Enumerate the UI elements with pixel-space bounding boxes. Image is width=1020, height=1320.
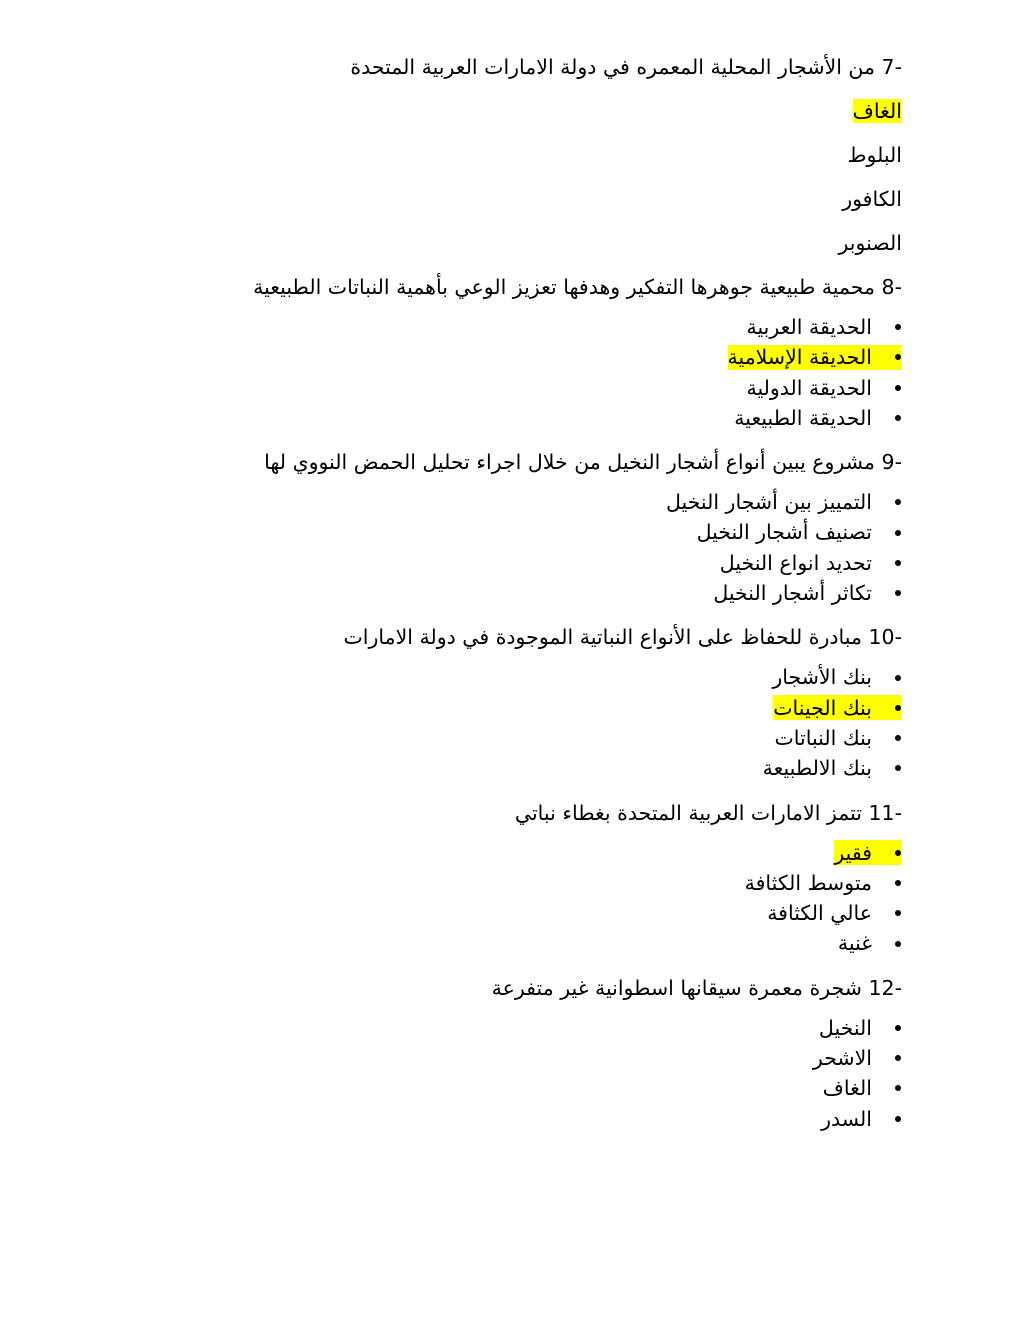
highlighted-answer-text: الغاف	[852, 99, 902, 123]
bullet-point-icon	[872, 765, 902, 771]
bullet-point-icon	[872, 560, 902, 566]
answer-text: البلوط	[847, 143, 902, 167]
answer-option	[122, 140, 902, 170]
question-10	[122, 622, 902, 652]
bullet-answer-option	[122, 373, 902, 403]
bullet-answer-option	[122, 928, 902, 958]
bullet-point-icon	[872, 530, 902, 536]
bullet-point-icon	[872, 1085, 902, 1091]
answer-line	[775, 726, 903, 751]
question-7	[122, 52, 902, 82]
question-text: مشروع يبين أنواع أشجار النخيل من خلال اجراء تحليل الحمض النووي لها	[264, 450, 876, 475]
answer-line	[713, 581, 902, 606]
answer-options	[122, 487, 902, 608]
question-number: 7-	[881, 55, 902, 79]
bullet-answer-option	[122, 1104, 902, 1134]
answer-text: تكاثر أشجار النخيل	[713, 581, 872, 606]
answer-line	[772, 665, 902, 690]
answer-text: بنك الالطبيعة	[762, 756, 872, 781]
answer-text: التمييز بين أشجار النخيل	[665, 490, 872, 515]
bullet-answer-option	[122, 312, 902, 342]
bullet-point-icon	[872, 1025, 902, 1031]
answer-option	[122, 96, 902, 126]
bullet-point-icon	[872, 1055, 902, 1061]
question-number: 11-	[868, 800, 902, 825]
bullet-point-icon	[872, 850, 902, 856]
bullet-point-icon	[872, 705, 902, 711]
bullet-answer-option	[122, 753, 902, 783]
bullet-answer-option	[122, 693, 902, 723]
bullet-answer-option	[122, 517, 902, 547]
bullet-answer-option	[122, 342, 902, 372]
question-text: شجرة معمرة سيقانها اسطوانية غير متفرعة	[491, 975, 862, 1000]
bullet-answer-option	[122, 1073, 902, 1103]
bullet-point-icon	[872, 880, 902, 886]
answer-text: الكافور	[842, 187, 902, 211]
bullet-point-icon	[872, 499, 902, 505]
answer-text: بنك الجينات	[773, 695, 872, 720]
bullet-point-icon	[872, 735, 902, 741]
question-number: 10-	[868, 625, 902, 650]
answer-line	[813, 1046, 902, 1071]
bullet-point-icon	[872, 675, 902, 681]
bullet-answer-option	[122, 723, 902, 753]
answer-line	[838, 931, 902, 956]
question-number: 9-	[881, 450, 902, 475]
quiz-content	[122, 52, 902, 1148]
question-text: مبادرة للحفاظ على الأنواع النباتية الموجودة في دولة الامارات	[343, 625, 862, 650]
answer-options	[122, 662, 902, 783]
bullet-point-icon	[872, 415, 902, 421]
bullet-answer-option	[122, 838, 902, 868]
question-12	[122, 973, 902, 1003]
bullet-answer-option	[122, 1043, 902, 1073]
answer-line	[823, 1076, 902, 1101]
answer-text: بنك النباتات	[774, 725, 872, 750]
answer-line	[746, 315, 902, 340]
answer-highlight	[834, 840, 902, 865]
answer-line	[734, 406, 902, 431]
bullet-point-icon	[872, 324, 902, 330]
answer-options	[122, 312, 902, 433]
answer-text: الاشحر	[812, 1046, 872, 1071]
answer-line	[745, 871, 902, 896]
answer-option	[122, 184, 902, 214]
question-9	[122, 447, 902, 477]
question-text: تتمز الامارات العربية المتحدة بغطاء نباتي	[514, 800, 862, 825]
answer-text: الحديقة الإسلامية	[727, 345, 872, 370]
bullet-point-icon	[872, 354, 902, 360]
answer-text: تحديد انواع النخيل	[719, 550, 872, 575]
answer-text: الحديقة الطبيعية	[734, 405, 872, 430]
question-8	[122, 272, 902, 302]
question-text: من الأشجار المحلية المعمره في دولة الامارات العربية المتحدة	[350, 55, 876, 79]
answer-text: الحديقة الدولية	[746, 375, 872, 400]
answer-text: متوسط الكثافة	[744, 870, 872, 895]
answer-line	[720, 550, 902, 575]
answer-text: تصنيف أشجار النخيل	[696, 520, 872, 545]
answer-options	[122, 1013, 902, 1134]
bullet-answer-option	[122, 898, 902, 928]
answer-text: الصنوبر	[838, 231, 902, 255]
answer-line	[763, 756, 902, 781]
bullet-answer-option	[122, 1013, 902, 1043]
bullet-answer-option	[122, 548, 902, 578]
answer-options	[122, 96, 902, 258]
bullet-answer-option	[122, 868, 902, 898]
bullet-point-icon	[872, 910, 902, 916]
bullet-point-icon	[872, 1116, 902, 1122]
answer-line	[746, 375, 902, 400]
answer-highlight	[728, 345, 902, 370]
bullet-answer-option	[122, 403, 902, 433]
answer-highlight	[773, 695, 902, 720]
answer-option	[122, 228, 902, 258]
answer-text: النخيل	[818, 1015, 872, 1040]
answer-text: عالي الكثافة	[767, 901, 872, 926]
answer-text: الغاف	[822, 1076, 872, 1101]
answer-text: السدر	[821, 1106, 872, 1131]
answer-text: بنك الأشجار	[772, 665, 872, 690]
answer-options	[122, 838, 902, 959]
question-number: 8-	[881, 275, 902, 299]
answer-line	[819, 1015, 902, 1040]
question-11	[122, 798, 902, 828]
bullet-answer-option	[122, 662, 902, 692]
bullet-point-icon	[872, 590, 902, 596]
answer-text: الحديقة العربية	[746, 315, 872, 339]
answer-line	[666, 490, 902, 515]
question-number: 12-	[868, 975, 902, 1000]
answer-text: فقير	[834, 840, 872, 865]
answer-text: غنية	[837, 931, 872, 956]
bullet-answer-option	[122, 578, 902, 608]
bullet-answer-option	[122, 487, 902, 517]
question-text: محمية طبيعية جوهرها التفكير وهدفها تعزيز الوعي بأهمية النباتات الطبيعية	[253, 275, 876, 299]
bullet-point-icon	[872, 941, 902, 947]
answer-line	[767, 901, 902, 926]
answer-line	[821, 1106, 902, 1131]
answer-line	[697, 520, 902, 545]
bullet-point-icon	[872, 385, 902, 391]
